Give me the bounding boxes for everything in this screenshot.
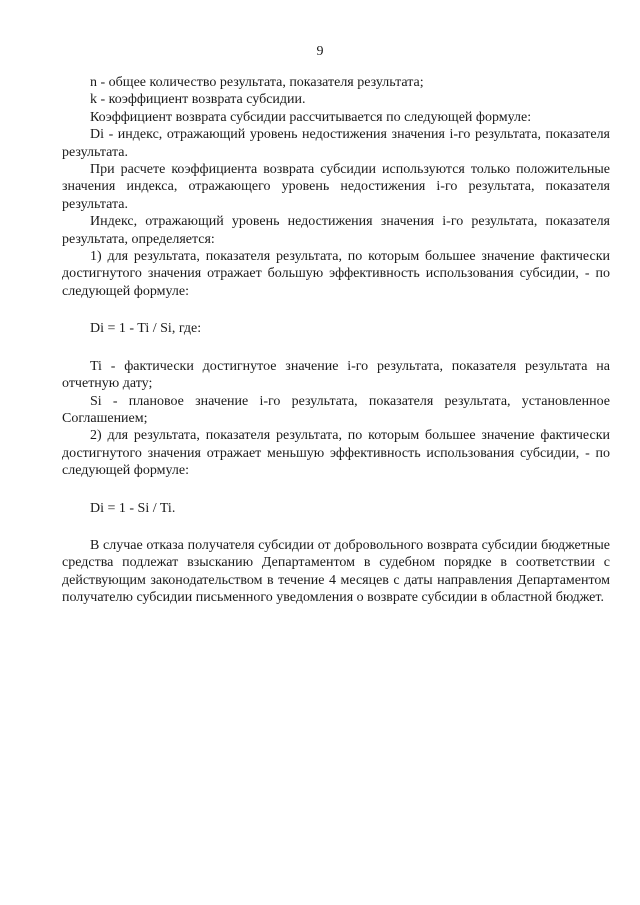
- paragraph-case-2: 2) для результата, показателя результата, по которым большее значение фактически достигнутого значения отражает меньшую эффективность использования субсидии, - по следующей формуле:: [62, 428, 610, 479]
- paragraph-ti-definition: Ti - фактически достигнутое значение i-го результата, показателя результата на отчетную дату;: [62, 358, 610, 392]
- paragraph-k-definition: k - коэффициент возврата субсидии.: [90, 92, 306, 108]
- document-body: [62, 74, 610, 607]
- paragraph-coefficient-formula-intro: Коэффициент возврата субсидии рассчитывается по следующей формуле:: [90, 109, 532, 125]
- formula-2: Di = 1 - Si / Ti.: [90, 500, 176, 516]
- paragraph-si-definition: Si - плановое значение i-го результата, показателя результата, установленное Соглашением;: [62, 393, 610, 426]
- paragraph-positive-values: При расчете коэффициента возврата субсидии используются только положительные значения индекса, отражающего уровень недостижения i-го результата, показателя результата.: [62, 162, 610, 212]
- paragraph-refusal-case: В случае отказа получателя субсидии от добровольного возврата субсидии бюджетные средства подлежат взысканию Департаментом в судебном порядке в соответствии с действующим законодательством в течение 4 месяцев с даты направления Департаментом получателю субсидии письменного уведомления о возврате субсидии в областной бюджет.: [62, 537, 610, 606]
- page-number: 9: [316, 44, 324, 59]
- paragraph-n-definition: n - общее количество результата, показателя результата;: [90, 75, 424, 90]
- paragraph-di-definition: Di - индекс, отражающий уровень недостижения значения i-го результата, показателя результата.: [62, 127, 610, 160]
- formula-1: Di = 1 - Ti / Si, где:: [90, 321, 202, 337]
- paragraph-index-determination: Индекс, отражающий уровень недостижения значения i-го результата, показателя результата, определяется:: [62, 214, 610, 247]
- paragraph-case-1: 1) для результата, показателя результата, по которым большее значение фактически достигнутого значения отражает большую эффективность использования субсидии, - по следующей формуле:: [62, 249, 610, 299]
